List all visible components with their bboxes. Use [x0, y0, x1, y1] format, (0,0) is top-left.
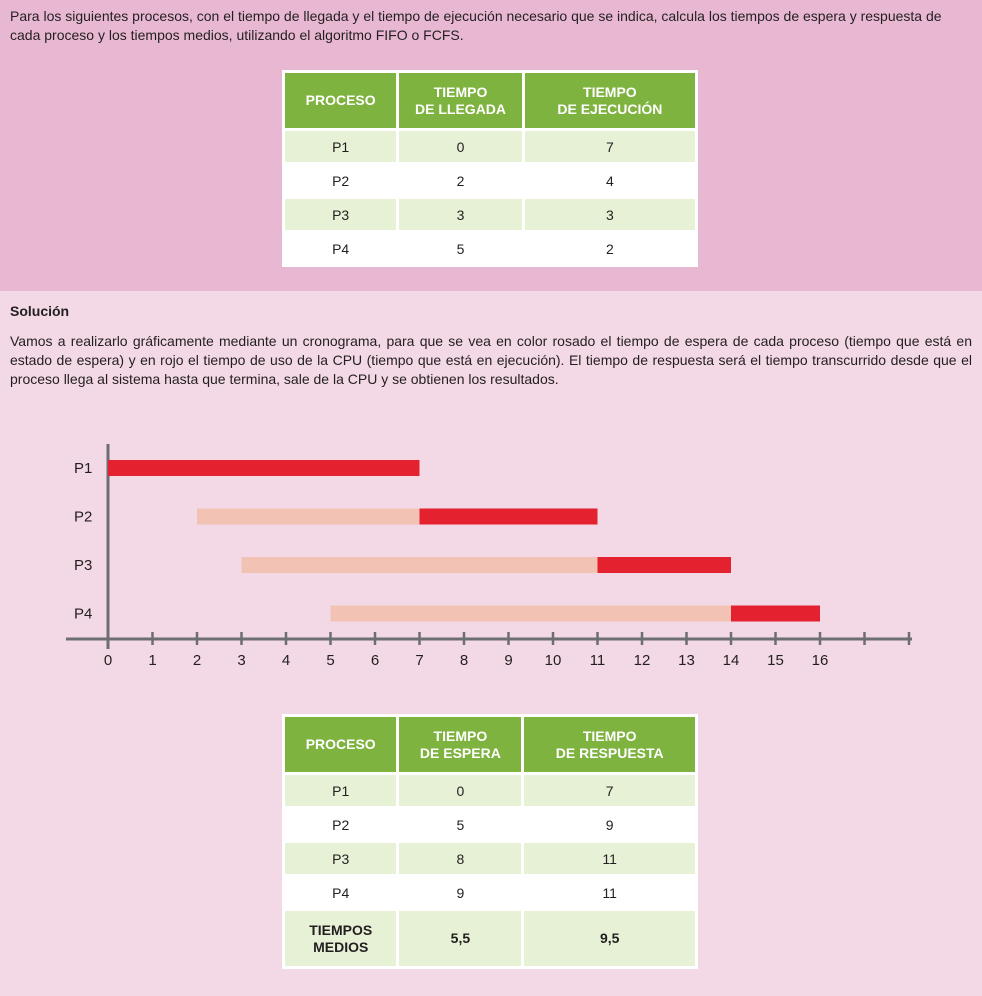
- x-tick-label: 11: [589, 652, 606, 669]
- solution-title: Solución: [10, 303, 70, 319]
- average-value: 5,5: [398, 910, 523, 968]
- input-table: [282, 70, 698, 267]
- process-cell: P2: [284, 164, 398, 198]
- result-table: [282, 714, 698, 969]
- average-row: [284, 910, 697, 968]
- wait-bar: [197, 509, 420, 525]
- table-row: [284, 232, 697, 266]
- value-cell: 4: [523, 164, 696, 198]
- x-tick-label: 4: [281, 652, 291, 669]
- table-row: [284, 774, 697, 808]
- table-row: [284, 876, 697, 910]
- gantt-chart: [0, 430, 982, 680]
- value-cell: 0: [398, 774, 523, 808]
- header-tiempo-llegada: TIEMPO DE LLEGADA: [398, 72, 523, 130]
- process-cell: P3: [284, 842, 398, 876]
- x-tick-label: 16: [811, 652, 829, 669]
- value-cell: 11: [523, 842, 697, 876]
- value-cell: 9: [398, 876, 523, 910]
- process-cell: P3: [284, 198, 398, 232]
- table-row: [284, 808, 697, 842]
- process-label: P1: [74, 460, 93, 477]
- value-cell: 3: [398, 198, 523, 232]
- x-tick-label: 8: [459, 652, 469, 669]
- run-bar: [598, 557, 732, 573]
- process-cell: P1: [284, 774, 398, 808]
- process-cell: P4: [284, 876, 398, 910]
- x-tick-label: 10: [544, 652, 562, 669]
- value-cell: 9: [523, 808, 697, 842]
- value-cell: 2: [523, 232, 696, 266]
- x-tick-label: 7: [415, 652, 424, 669]
- x-tick-label: 9: [504, 652, 513, 669]
- value-cell: 7: [523, 774, 697, 808]
- value-cell: 8: [398, 842, 523, 876]
- header-tiempo-espera: TIEMPO DE ESPERA: [398, 716, 523, 774]
- value-cell: 5: [398, 808, 523, 842]
- process-label: P2: [74, 508, 93, 526]
- table-row: [284, 198, 697, 232]
- table-row: [284, 842, 697, 876]
- value-cell: 3: [523, 198, 696, 232]
- x-tick-label: 15: [767, 652, 784, 669]
- average-label: TIEMPOS MEDIOS: [284, 910, 398, 968]
- x-tick-label: 13: [678, 652, 695, 669]
- header-tiempo-respuesta: TIEMPO DE RESPUESTA: [523, 716, 697, 774]
- x-tick-label: 1: [148, 652, 157, 669]
- process-cell: P4: [284, 232, 398, 266]
- table-row: [284, 130, 697, 164]
- wait-bar: [242, 557, 598, 573]
- value-cell: 7: [523, 130, 696, 164]
- run-bar: [731, 606, 820, 622]
- header-proceso: PROCESO: [284, 716, 398, 774]
- value-cell: 2: [398, 164, 523, 198]
- x-tick-label: 0: [103, 652, 113, 669]
- x-tick-label: 14: [722, 652, 740, 669]
- table-row: [284, 164, 697, 198]
- header-proceso: PROCESO: [284, 72, 398, 130]
- run-bar: [108, 460, 420, 476]
- x-tick-label: 5: [326, 652, 335, 669]
- exercise-statement: Para los siguientes procesos, con el tiempo de llegada y el tiempo de ejecución necesario que se indica, calcula los tiempos de espera y respuesta de cada proceso y los tiempos medios, utilizando el algoritmo FIFO o FCFS.: [10, 8, 942, 43]
- header-tiempo-ejecucion: TIEMPO DE EJECUCIÓN: [523, 72, 696, 130]
- run-bar: [420, 509, 598, 525]
- x-tick-label: 6: [370, 652, 380, 669]
- x-tick-label: 3: [237, 652, 246, 669]
- process-label: P3: [74, 557, 93, 574]
- x-tick-label: 12: [633, 652, 651, 669]
- value-cell: 5: [398, 232, 523, 266]
- process-cell: P1: [284, 130, 398, 164]
- x-tick-label: 2: [192, 652, 202, 669]
- average-value: 9,5: [523, 910, 697, 968]
- solution-text: Vamos a realizarlo gráficamente mediante un cronograma, para que se vea en color rosado el tiempo de espera de cada proceso (tiempo que está en estado de espera) y en rojo el tiempo de uso de la CPU (tiempo que está en ejecución). El tiempo de respuesta será el tiempo transcurrido desde que el proceso llega al sistema hasta que termina, sale de la CPU y se obtienen los resultados.: [10, 333, 972, 387]
- wait-bar: [331, 606, 732, 622]
- value-cell: 11: [523, 876, 697, 910]
- process-cell: P2: [284, 808, 398, 842]
- value-cell: 0: [398, 130, 523, 164]
- process-label: P4: [74, 605, 93, 623]
